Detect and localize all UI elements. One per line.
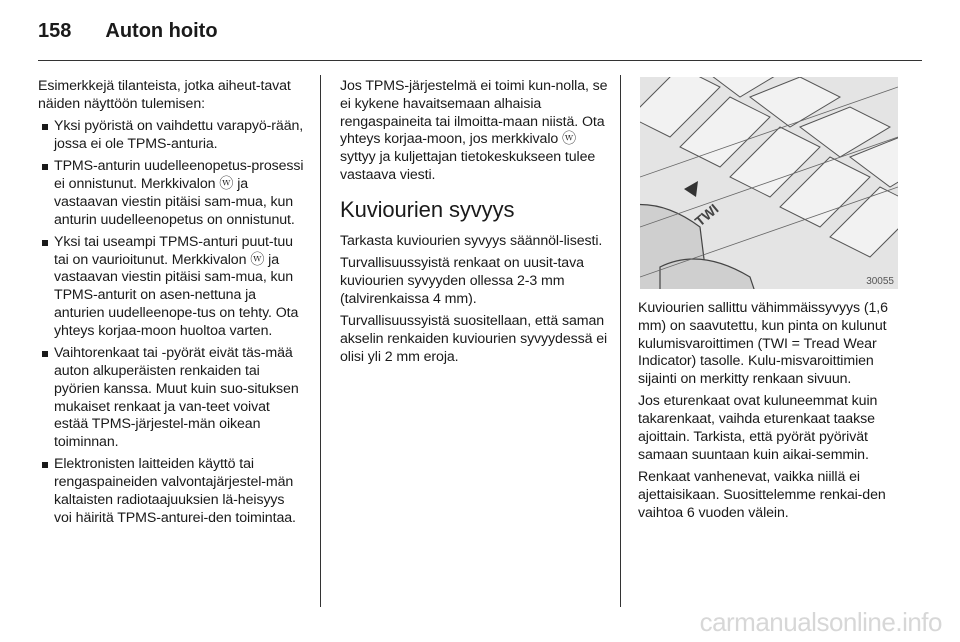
section-title: Auton hoito <box>105 20 218 42</box>
paragraph: Renkaat vanhenevat, vaikka niillä ei ajettaisikaan. Suosittelemme renkai-den vaihtoa 6 vuoden välein. <box>638 469 886 521</box>
paragraph: Jos eturenkaat ovat kuluneemmat kuin takarenkaat, vaihda eturenkaat taakse ajoittain. Tarkista, että pyörät pyörivät samaan suuntaan kuin aikai-semmin. <box>638 393 878 463</box>
section-heading: Kuviourien syvyys <box>340 196 515 222</box>
page-number: 158 <box>38 20 72 42</box>
figure-code: 30055 <box>866 276 894 287</box>
watermark: carmanualsonline.info <box>699 607 942 637</box>
column-1 <box>38 78 306 532</box>
bullet-list <box>38 118 306 528</box>
list-item: Yksi pyöristä on vaihdettu varapyö-rään, jossa ei ole TPMS-anturia. <box>38 118 306 154</box>
twi-label: TWI <box>691 200 722 230</box>
paragraph: Turvallisuussyistä suositellaan, että saman akselin renkaiden kuviourien syvyydessä ei olisi yli 2 mm eroja. <box>340 312 608 365</box>
paragraph: Tarkasta kuviourien syvyys säännöl-lisesti. <box>340 232 603 249</box>
tire-tread-figure <box>640 77 898 289</box>
list-item: TPMS-anturin uudelleenopetus-prosessi ei onnistunut. Merkkivalon ⓦ ja vastaavan viestin pitäisi sam-mua, kun anturin uudelleenopetus on onnistunut. <box>38 158 306 229</box>
paragraph: Kuviourien sallittu vähimmäissyvyys (1,6 mm) on saavutettu, kun pinta on kulunut kulumisvaroittimen (TWI = Tread Wear Indicator) tasolle. Kulu-misvaroittimien sijainti on merkitty renkaan sivuun. <box>638 300 888 388</box>
intro-text: Esimerkkejä tilanteista, jotka aiheut-tavat näiden näyttöön tulemisen: <box>38 78 291 112</box>
list-item: Yksi tai useampi TPMS-anturi puut-tuu tai on vaurioitunut. Merkkivalon ⓦ ja vastaavan viestin pitäisi sam-mua, kun TPMS-anturit on asen-nettuna ja anturien uudelleenope-tus on tehty. Ota yhteys korjaa-moon huoltoa varten. <box>38 234 306 341</box>
column-2 <box>340 78 608 371</box>
page-header <box>38 20 218 43</box>
paragraph: Turvallisuussyistä renkaat on uusit-tava kuviourien syvyyden ollessa 2-3 mm (talvirenkaissa 4 mm). <box>340 255 584 307</box>
list-item: Vaihtorenkaat tai -pyörät eivät täs-mää auton alkuperäisten renkaiden tai pyörien kanssa. Muut kuin suo-situksen mukaiset renkaat ja van-teet voivat estää TPMS-järjestel-män oikean toiminnan. <box>38 345 306 452</box>
column-3 <box>638 300 900 527</box>
header-rule <box>38 60 922 61</box>
column-divider-2 <box>620 75 621 607</box>
tpms-paragraph: Jos TPMS-järjestelmä ei toimi kun-nolla, se ei kykene havaitsemaan alhaisia rengaspaineita tai ilmoitta-maan niistä. Ota yhteys korjaa-moon, jos merkkivalo ⓦ syttyy ja kuljettajan tietokeskukseen tulee vastaava viesti. <box>340 78 608 183</box>
list-item: Elektronisten laitteiden käyttö tai rengaspaineiden valvontajärjestel-män kaltaisten radiotaajuuksien lä-heisyys voi häiritä TPMS-anturei-den toimintaa. <box>38 456 306 527</box>
tire-tread-illustration <box>640 77 898 289</box>
column-divider-1 <box>320 75 321 607</box>
